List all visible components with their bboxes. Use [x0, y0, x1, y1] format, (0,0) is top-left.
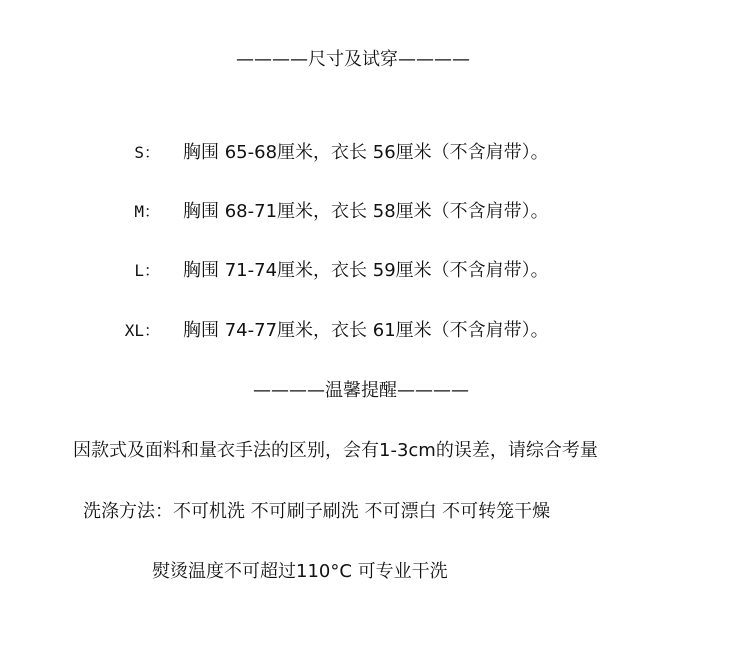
tip-ironing: 熨烫温度不可超过110°C 可专业干洗	[152, 561, 448, 582]
size-section-title: ————尺寸及试穿————	[236, 49, 470, 70]
size-label: L：	[134, 261, 160, 280]
size-description: 胸围 74-77厘米，衣长 61厘米（不含肩带）。	[183, 320, 549, 341]
tip-measurement-error: 因款式及面料和量衣手法的区别，会有1-3cm的误差，请综合考量	[73, 440, 598, 461]
size-description: 胸围 68-71厘米，衣长 58厘米（不含肩带）。	[183, 201, 549, 222]
tips-section-title: ————温馨提醒————	[253, 380, 469, 401]
size-label: XL：	[124, 321, 160, 340]
size-label: M：	[134, 202, 160, 221]
size-description: 胸围 71-74厘米，衣长 59厘米（不含肩带）。	[183, 260, 549, 281]
size-label: S：	[134, 143, 160, 162]
tip-washing-method: 洗涤方法：不可机洗 不可刷子刷洗 不可漂白 不可转笼干燥	[83, 501, 551, 522]
size-description: 胸围 65-68厘米，衣长 56厘米（不含肩带）。	[183, 142, 549, 163]
